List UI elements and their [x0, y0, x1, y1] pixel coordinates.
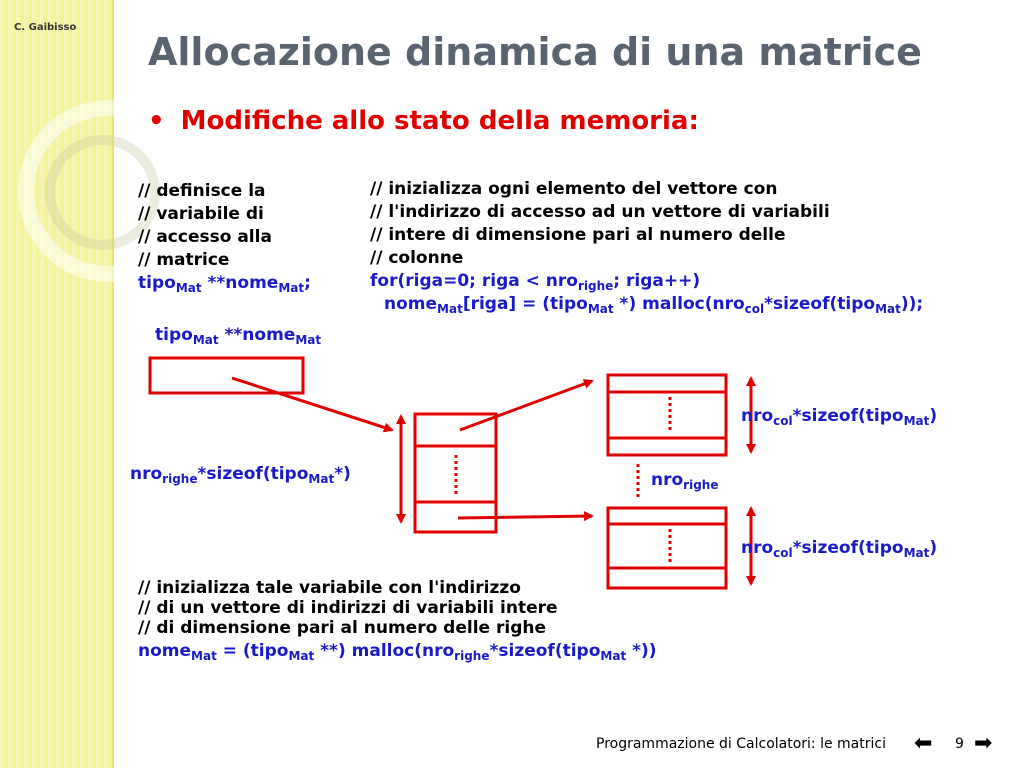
declaration-code: tipo$_{Mat}$ **nome$_{Mat}$; — [138, 273, 311, 295]
right-arrow-icon[interactable]: ➡ — [974, 731, 993, 756]
comment-line: // inizializza tale variabile con l'indirizzo — [138, 578, 521, 598]
pointer-arrow — [460, 381, 592, 430]
for-line: for(riga=0; riga < nro$_{righe}$; riga++) — [370, 271, 701, 293]
comment-line: // di un vettore di indirizzi di variabili intere — [138, 598, 558, 618]
cols-size-label-bottom: nro$_{col}$*sizeof(tipo$_{Mat}$) — [741, 538, 938, 560]
author-label: C. Gaibisso — [14, 22, 77, 33]
pointer-box — [150, 358, 303, 393]
comment-line: // accesso alla — [138, 227, 272, 247]
slide-title: Allocazione dinamica di una matrice — [148, 30, 922, 74]
comment-line: // inizializza ogni elemento del vettore con — [370, 179, 778, 199]
comment-line: // definisce la — [138, 181, 266, 201]
comment-line: // colonne — [370, 248, 464, 268]
comment-line: // matrice — [138, 250, 230, 270]
bullet-text: Modifiche allo stato della memoria: — [180, 106, 699, 136]
comment-line: // variabile di — [138, 204, 264, 224]
footer-text: Programmazione di Calcolatori: le matrici — [596, 736, 886, 752]
comment-line: // l'indirizzo di accesso ad un vettore di variabili — [370, 202, 830, 222]
cols-size-label-top: nro$_{col}$*sizeof(tipo$_{Mat}$) — [741, 406, 938, 428]
pointer-arrow — [232, 378, 392, 430]
bullet-dot: • — [148, 106, 165, 136]
rows-size-label: nro$_{righe}$*sizeof(tipo$_{Mat}$*) — [130, 464, 351, 486]
page-number: 9 — [955, 736, 964, 752]
left-arrow-icon[interactable]: ⬅ — [914, 731, 933, 756]
column-vector-top — [608, 375, 726, 455]
pointer-variable-label: tipo$_{Mat}$ **nome$_{Mat}$ — [155, 325, 322, 347]
column-vector-bottom — [608, 508, 726, 588]
assign-line: nome$_{Mat}$[riga] = (tipo$_{Mat}$ *) malloc(nro$_{col}$*sizeof(tipo$_{Mat}$)); — [384, 294, 924, 316]
comment-line: // di dimensione pari al numero delle righe — [138, 618, 546, 638]
nro-righe-label: nro$_{righe}$ — [651, 470, 719, 492]
comment-bottom — [138, 578, 657, 661]
bottom-code: nome$_{Mat}$ = (tipo$_{Mat}$ **) malloc(nro$_{righe}$*sizeof(tipo$_{Mat}$ *)) — [138, 641, 657, 663]
pointer-arrow — [458, 516, 592, 518]
comment-line: // intere di dimensione pari al numero delle — [370, 225, 786, 245]
